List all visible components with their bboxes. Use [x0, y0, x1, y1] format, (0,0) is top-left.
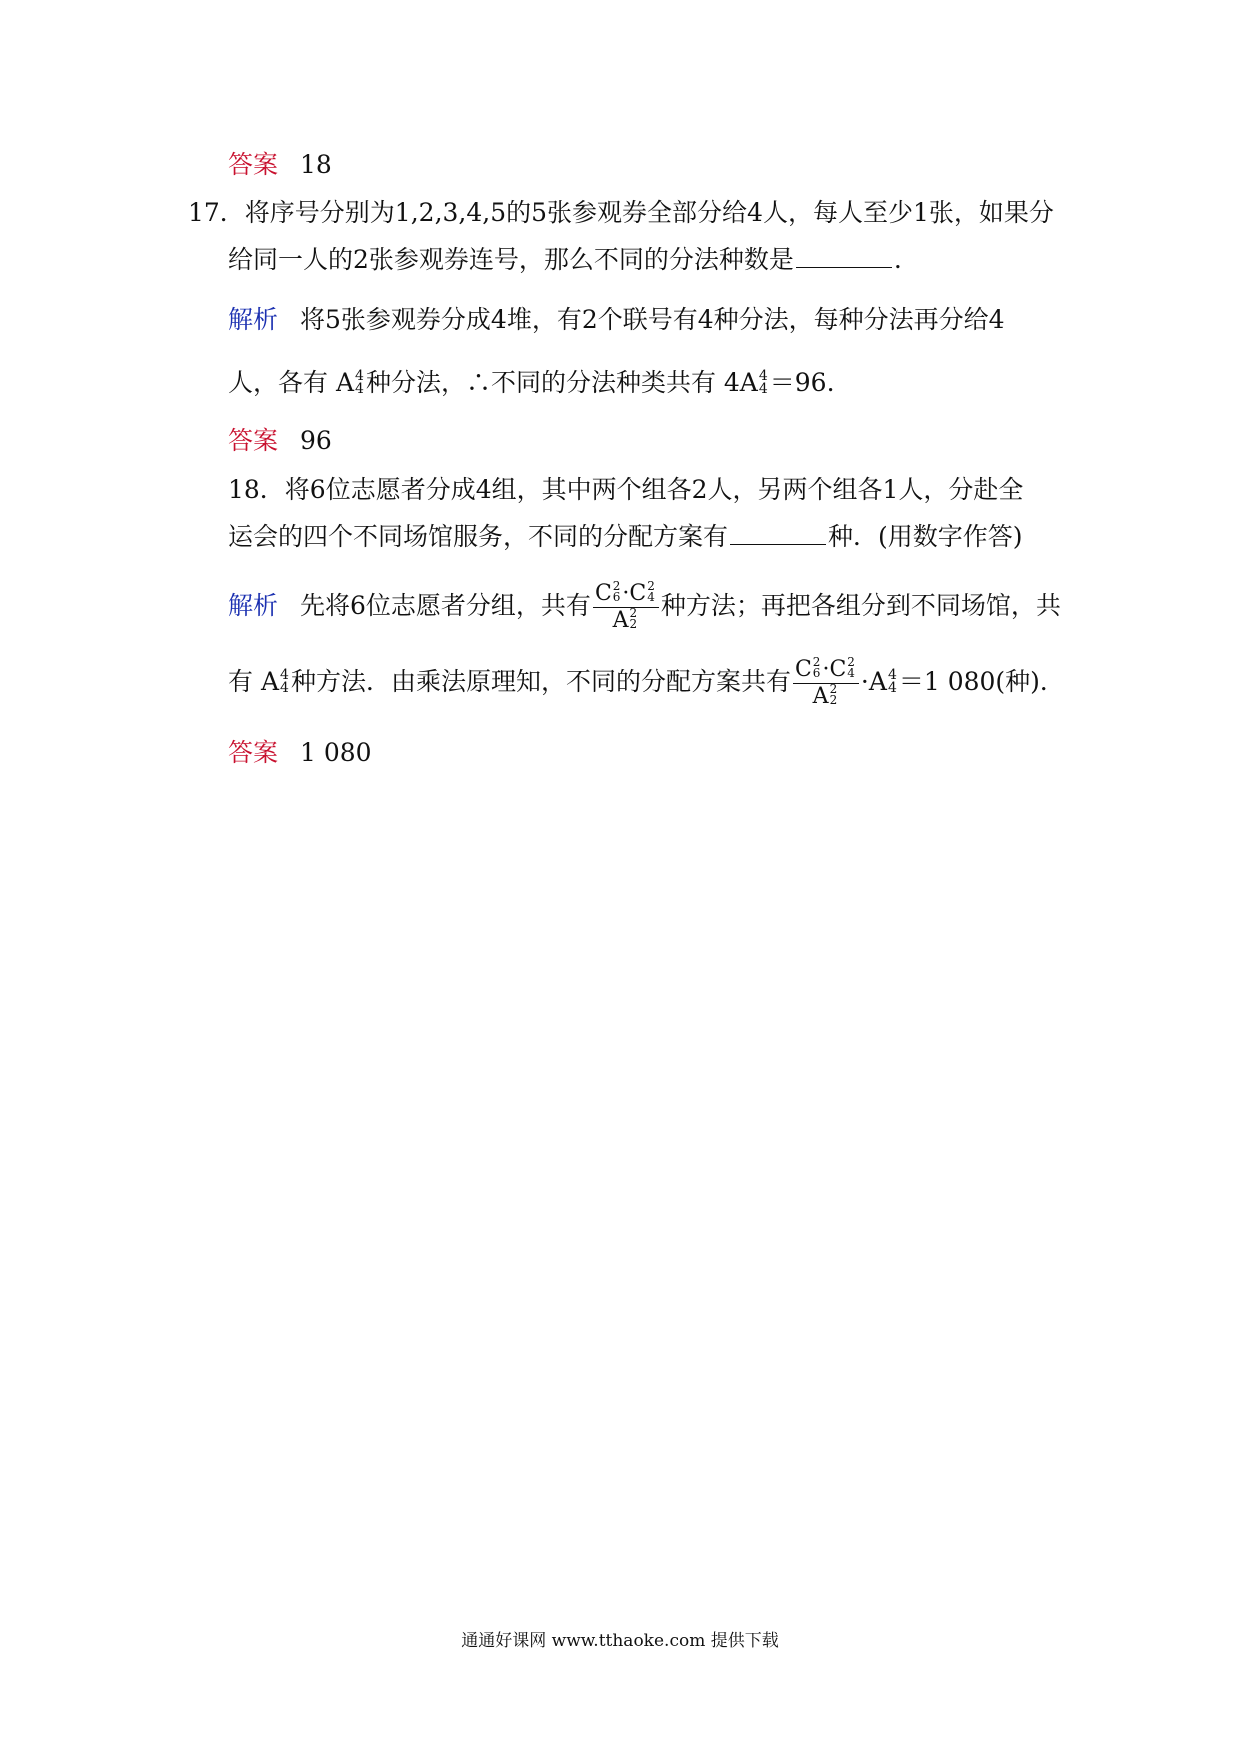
answer-line-16	[228, 148, 332, 182]
superscript: 2	[647, 579, 655, 593]
fraction-numerator	[793, 655, 859, 684]
analysis-label: 解析	[228, 305, 279, 334]
question-18-line-2	[228, 520, 1023, 554]
analysis-18-line-2	[228, 655, 1065, 709]
fraction-denominator	[613, 608, 640, 633]
dot-operator: ·	[622, 581, 630, 606]
superscript: 2	[612, 579, 621, 593]
subscript: 4	[647, 590, 655, 604]
index-stack	[355, 367, 364, 397]
answer-blank	[730, 522, 826, 545]
symbol-c: C	[629, 581, 647, 606]
analysis-text: 有 A	[228, 667, 280, 696]
question-17-end: .	[893, 245, 902, 274]
superscript: 4	[280, 666, 289, 683]
symbol-c: C	[794, 657, 812, 682]
index-stack	[280, 666, 289, 696]
analysis-text: 种方法；再把各组分到不同场馆，共	[660, 591, 1061, 620]
subscript: 4	[758, 380, 768, 397]
fraction-numerator	[593, 579, 659, 608]
answer-label: 答案	[228, 426, 279, 455]
superscript: 4	[355, 367, 364, 384]
superscript: 2	[812, 655, 821, 669]
analysis-text: 种分法，∴不同的分法种类共有 4A	[365, 368, 758, 397]
answer-value: 18	[300, 150, 332, 179]
superscript: 4	[758, 367, 768, 384]
index-stack	[847, 657, 855, 679]
analysis-text: ＝96.	[769, 368, 835, 397]
subscript: 4	[355, 380, 364, 397]
fraction-denominator	[813, 684, 840, 709]
analysis-18-line-1	[228, 579, 1061, 633]
symbol-a: A	[612, 608, 629, 633]
index-stack	[647, 581, 655, 603]
subscript: 6	[612, 590, 621, 604]
analysis-17-line-1	[228, 303, 1005, 337]
analysis-text: 将5张参观券分成4堆，有2个联号有4种分法，每种分法再分给4	[300, 305, 1005, 334]
question-18-line-1: 18．将6位志愿者分成4组，其中两个组各2人，另两个组各1人，分赴全	[228, 475, 1024, 504]
question-17-text: 给同一人的2张参观券连号，那么不同的分法种数是	[228, 245, 794, 274]
symbol-c: C	[594, 581, 612, 606]
answer-label: 答案	[228, 150, 279, 179]
subscript: 4	[887, 679, 897, 696]
fraction	[593, 579, 659, 633]
analysis-text: ·A	[860, 667, 887, 696]
superscript: 2	[847, 655, 855, 669]
answer-line-17	[228, 424, 332, 458]
subscript: 2	[629, 617, 638, 631]
analysis-label: 解析	[228, 591, 279, 620]
index-stack	[887, 666, 897, 696]
index-stack	[758, 367, 768, 397]
symbol-a: A	[812, 684, 829, 709]
superscript: 4	[887, 666, 897, 683]
subscript: 2	[829, 693, 838, 707]
page-footer: 通通好课网 www.tthaoke.com 提供下载	[461, 1631, 779, 1651]
question-17-line-2	[228, 243, 902, 277]
question-17-line-1: 17．将序号分别为1,2,3,4,5的5张参观券全部分给4人，每人至少1张，如果分	[188, 198, 1054, 227]
dot-operator: ·	[822, 657, 830, 682]
subscript: 4	[847, 666, 855, 680]
symbol-c: C	[829, 657, 847, 682]
answer-blank	[796, 245, 892, 268]
index-stack	[613, 581, 621, 603]
superscript: 2	[629, 606, 638, 620]
answer-label: 答案	[228, 738, 279, 767]
answer-line-18	[228, 736, 372, 770]
analysis-text: ＝1 080(种)．	[898, 667, 1065, 696]
superscript: 2	[829, 682, 838, 696]
analysis-text: 先将6位志愿者分组，共有	[300, 591, 591, 620]
question-18-end: 种．(用数字作答)	[828, 522, 1023, 551]
question-18-text: 运会的四个不同场馆服务，不同的分配方案有	[228, 522, 729, 551]
analysis-text: 人，各有 A	[228, 368, 355, 397]
analysis-text: 种方法．由乘法原理知，不同的分配方案共有	[290, 667, 791, 696]
subscript: 4	[280, 679, 289, 696]
answer-value: 96	[300, 426, 332, 455]
analysis-17-line-2	[228, 366, 835, 400]
index-stack	[630, 608, 638, 630]
index-stack	[830, 684, 838, 706]
fraction	[793, 655, 859, 709]
subscript: 6	[812, 666, 821, 680]
index-stack	[813, 657, 821, 679]
answer-value: 1 080	[300, 738, 372, 767]
